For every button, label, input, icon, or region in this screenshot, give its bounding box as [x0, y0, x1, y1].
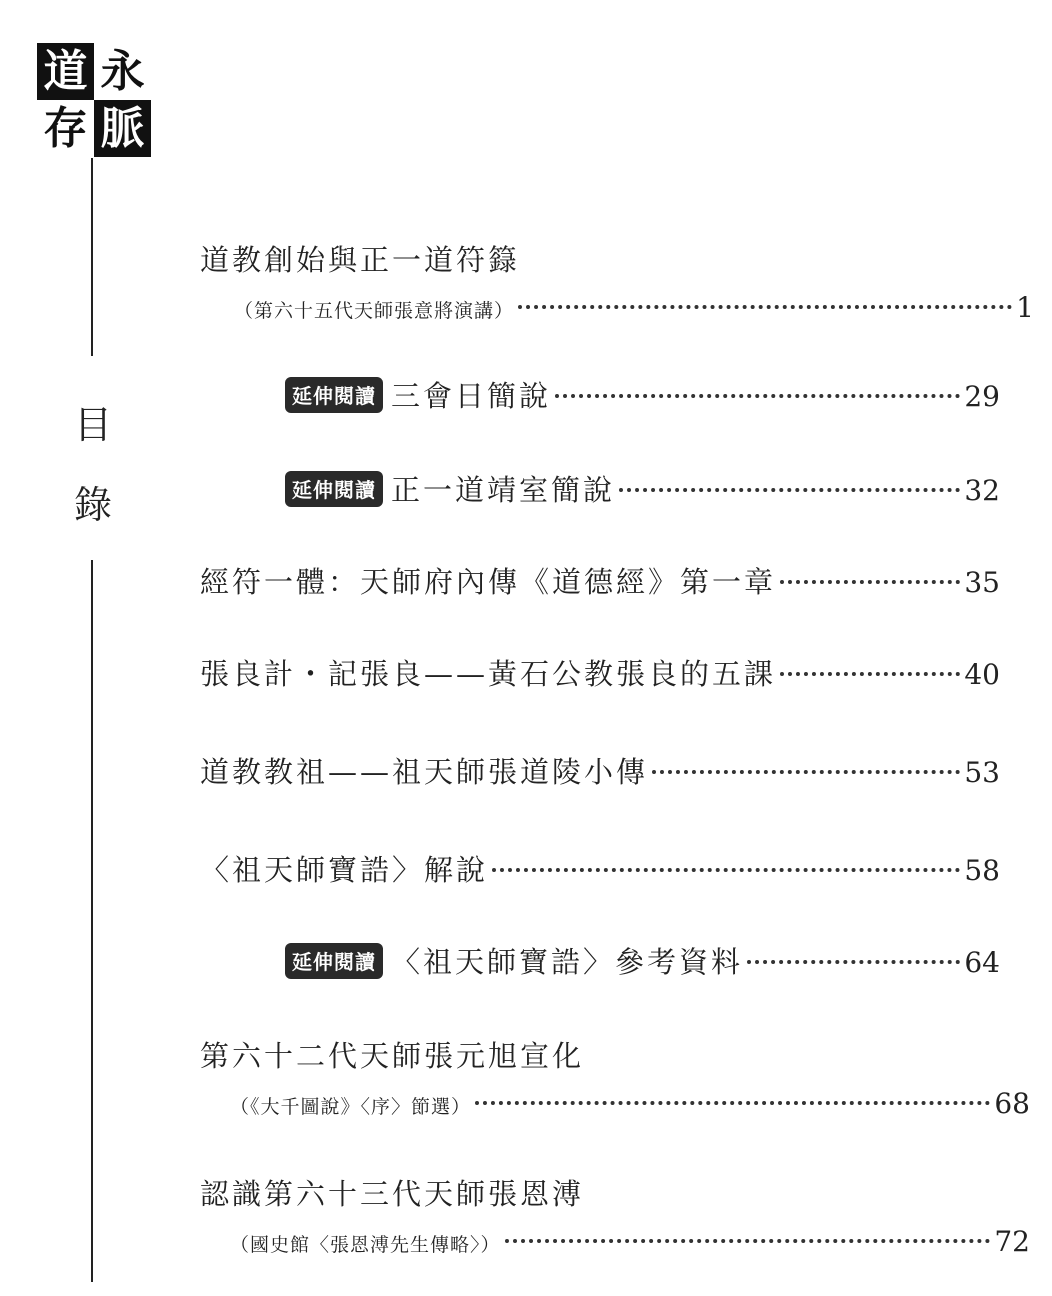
toc-title: 〈祖天師寶誥〉解說	[200, 853, 489, 887]
toc-entry[interactable]	[200, 848, 1000, 889]
logo-char: 存	[37, 100, 94, 157]
toc-title: 張良計・記張良——黃石公教張良的五課	[200, 657, 777, 691]
dot-leader	[780, 580, 960, 584]
page-number: 64	[964, 946, 1000, 979]
toc-entry[interactable]	[285, 940, 1000, 982]
toc-title: 三會日簡說	[391, 379, 552, 413]
logo	[37, 43, 151, 158]
page-number: 35	[964, 566, 1000, 599]
page-title-char: 錄	[73, 483, 112, 527]
toc-title: 道教創始與正一道符籙	[200, 243, 521, 277]
logo-char: 脈	[94, 100, 151, 157]
dot-leader	[652, 770, 960, 774]
logo-char: 道	[37, 43, 94, 100]
page-title	[70, 385, 116, 545]
dot-leader	[518, 305, 1012, 309]
dot-leader	[505, 1239, 991, 1243]
page-title-char: 目	[73, 403, 112, 447]
page-number: 68	[994, 1087, 1030, 1120]
page-number: 1	[1016, 291, 1034, 324]
page-number: 29	[964, 380, 1000, 413]
logo-char: 永	[94, 43, 151, 100]
toc-title: 第六十二代天師張元旭宣化	[200, 1039, 585, 1073]
toc-title: 〈祖天師寶誥〉參考資料	[391, 945, 744, 979]
dot-leader	[780, 672, 960, 676]
toc-title: 經符一體：天師府內傳《道德經》第一章	[200, 565, 777, 599]
toc-title: 道教教祖——祖天師張道陵小傳	[200, 755, 649, 789]
toc-title: 認識第六十三代天師張恩溥	[200, 1177, 585, 1211]
toc-subtitle: （《大千圖說》〈序〉節選）	[230, 1096, 472, 1118]
page-number: 53	[964, 756, 1000, 789]
dot-leader	[619, 488, 960, 492]
divider-line	[91, 560, 93, 1282]
page-number: 58	[964, 854, 1000, 887]
dot-leader	[555, 394, 960, 398]
divider-line	[91, 158, 93, 356]
page-number: 32	[964, 474, 1000, 507]
toc-entry[interactable]	[285, 374, 1000, 416]
extended-reading-badge: 延伸閱讀	[285, 471, 383, 507]
toc-title: 正一道靖室簡說	[391, 473, 616, 507]
toc-entry[interactable]	[200, 1034, 1030, 1120]
extended-reading-badge: 延伸閱讀	[285, 943, 383, 979]
extended-reading-badge: 延伸閱讀	[285, 377, 383, 413]
toc-entry[interactable]	[200, 750, 1000, 791]
toc-subtitle: （國史館〈張恩溥先生傳略〉）	[230, 1234, 501, 1256]
dot-leader	[492, 868, 960, 872]
toc-subtitle: （第六十五代天師張意將演講）	[234, 300, 515, 322]
toc-entry[interactable]	[200, 560, 1000, 601]
toc-entry[interactable]	[200, 238, 1034, 324]
dot-leader	[747, 960, 960, 964]
toc-entry[interactable]	[200, 1172, 1030, 1258]
page-number: 40	[964, 658, 1000, 691]
page-number: 72	[994, 1225, 1030, 1258]
toc-entry[interactable]	[200, 652, 1000, 693]
toc-entry[interactable]	[285, 468, 1000, 510]
dot-leader	[475, 1101, 990, 1105]
